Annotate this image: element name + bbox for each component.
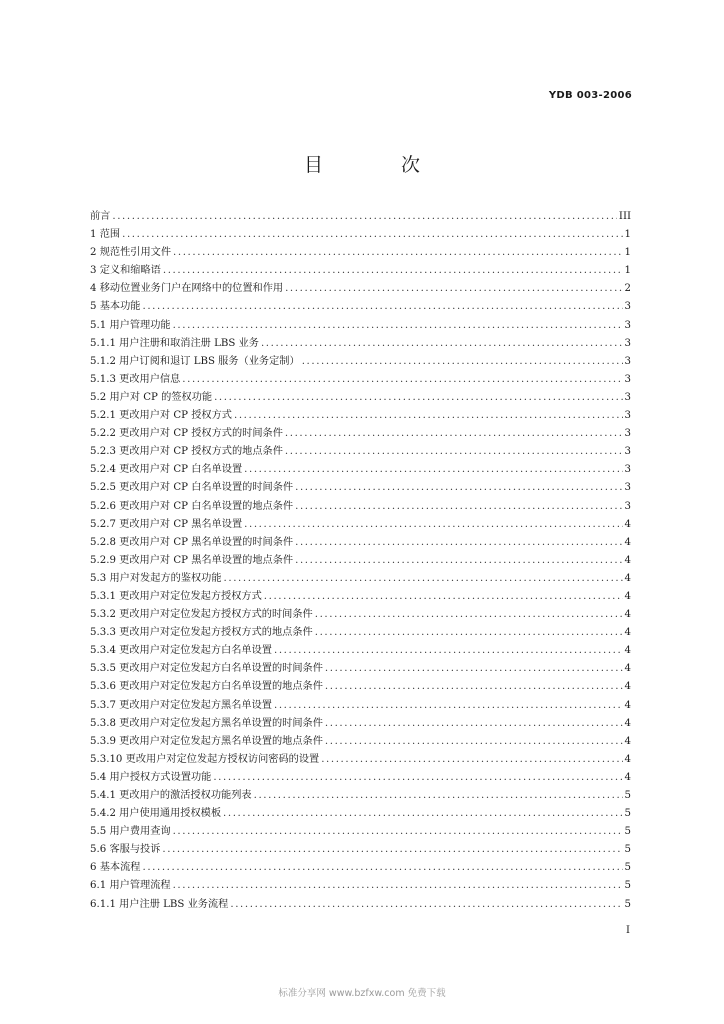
- toc-entry-page: 4: [624, 627, 631, 639]
- toc-entry-label: 1 范围: [90, 229, 121, 241]
- toc-entry-label: 5.4 用户授权方式设置功能: [90, 771, 212, 783]
- table-of-contents: [90, 207, 631, 913]
- toc-entry[interactable]: [90, 623, 631, 641]
- toc-entry-page: 3: [624, 301, 631, 313]
- toc-entry[interactable]: [90, 225, 631, 243]
- toc-entry-label: 5.1.2 用户订阅和退订 LBS 服务（业务定制）: [90, 355, 300, 367]
- toc-entry-page: 1: [624, 247, 631, 259]
- toc-leader-dots: [122, 229, 622, 240]
- toc-entry-page: 4: [624, 753, 631, 765]
- toc-entry-label: 6.1.1 用户注册 LBS 业务流程: [90, 898, 229, 910]
- toc-leader-dots: [321, 754, 622, 765]
- toc-leader-dots: [285, 446, 623, 457]
- toc-entry-label: 4 移动位置业务门户在网络中的位置和作用: [90, 283, 284, 295]
- toc-entry[interactable]: [90, 316, 631, 334]
- toc-entry-page: 4: [624, 609, 631, 621]
- toc-entry-page: 3: [624, 337, 631, 349]
- toc-leader-dots: [244, 464, 622, 475]
- toc-entry-page: 3: [624, 391, 631, 403]
- toc-entry-label: 5.1.1 用户注册和取消注册 LBS 业务: [90, 337, 259, 349]
- toc-entry-page: 3: [624, 373, 631, 385]
- toc-entry-page: III: [618, 211, 631, 222]
- toc-entry[interactable]: [90, 569, 631, 587]
- toc-entry[interactable]: [90, 750, 631, 768]
- toc-entry-label: 前言: [90, 211, 111, 222]
- toc-entry[interactable]: [90, 388, 631, 406]
- toc-entry-label: 5.6 客服与投诉: [90, 844, 161, 856]
- toc-entry-page: 3: [624, 410, 631, 422]
- toc-entry[interactable]: [90, 460, 631, 478]
- toc-entry[interactable]: [90, 677, 631, 695]
- toc-entry-label: 5.4.1 更改用户的激活授权功能列表: [90, 790, 252, 801]
- toc-leader-dots: [214, 392, 622, 403]
- toc-entry-page: 3: [624, 355, 631, 367]
- toc-entry[interactable]: [90, 605, 631, 623]
- toc-entry-label: 2 规范性引用文件: [90, 247, 172, 259]
- toc-entry-label: 5.3.3 更改用户对定位发起方授权方式的地点条件: [90, 627, 313, 639]
- toc-entry-label: 5.3.10 更改用户对定位发起方授权访问密码的设置: [90, 753, 320, 765]
- toc-entry-page: 4: [624, 590, 631, 602]
- toc-entry[interactable]: [90, 297, 631, 315]
- toc-leader-dots: [295, 501, 622, 512]
- toc-entry-label: 5.3.6 更改用户对定位发起方白名单设置的地点条件: [90, 681, 323, 693]
- toc-entry-label: 5.2 用户对 CP 的签权功能: [90, 391, 213, 403]
- toc-entry[interactable]: [90, 714, 631, 732]
- toc-entry[interactable]: [90, 551, 631, 569]
- toc-entry[interactable]: [90, 659, 631, 677]
- toc-entry-page: 3: [624, 500, 631, 512]
- toc-entry-page: 4: [624, 663, 631, 675]
- toc-entry[interactable]: [90, 406, 631, 424]
- toc-entry-label: 5.4.2 用户使用通用授权模板: [90, 808, 222, 820]
- toc-leader-dots: [315, 609, 623, 620]
- toc-leader-dots: [173, 880, 623, 891]
- toc-entry-label: 5.2.1 更改用户对 CP 授权方式: [90, 410, 232, 422]
- toc-entry[interactable]: [90, 207, 631, 225]
- toc-leader-dots: [325, 718, 623, 729]
- toc-entry-page: 2: [624, 283, 631, 295]
- toc-entry-page: 1: [624, 265, 631, 277]
- toc-leader-dots: [142, 862, 622, 873]
- toc-leader-dots: [224, 573, 623, 584]
- toc-leader-dots: [213, 772, 622, 783]
- toc-leader-dots: [230, 899, 622, 910]
- toc-entry-label: 5.3.7 更改用户对定位发起方黑名单设置: [90, 699, 272, 711]
- toc-entry[interactable]: [90, 858, 631, 876]
- toc-entry-label: 5.1.3 更改用户信息: [90, 373, 181, 385]
- toc-entry[interactable]: [90, 895, 631, 913]
- toc-leader-dots: [244, 519, 622, 530]
- toc-leader-dots: [264, 591, 623, 602]
- toc-entry-page: 4: [624, 771, 631, 783]
- toc-entry-label: 5.2.7 更改用户对 CP 黑名单设置: [90, 518, 243, 530]
- toc-leader-dots: [274, 645, 623, 656]
- toc-entry[interactable]: [90, 497, 631, 515]
- toc-entry[interactable]: [90, 786, 631, 804]
- toc-leader-dots: [325, 736, 623, 747]
- toc-leader-dots: [254, 790, 623, 801]
- toc-entry[interactable]: [90, 840, 631, 858]
- toc-entry-page: 4: [624, 699, 631, 711]
- toc-entry[interactable]: [90, 822, 631, 840]
- toc-leader-dots: [182, 374, 622, 385]
- toc-leader-dots: [261, 338, 623, 349]
- toc-entry[interactable]: [90, 804, 631, 822]
- toc-entry[interactable]: [90, 641, 631, 659]
- toc-entry-label: 5.2.5 更改用户对 CP 白名单设置的时间条件: [90, 482, 294, 494]
- toc-entry[interactable]: [90, 261, 631, 279]
- toc-entry[interactable]: [90, 768, 631, 786]
- toc-entry-label: 5.3.8 更改用户对定位发起方黑名单设置的时间条件: [90, 717, 323, 729]
- toc-entry-page: 4: [624, 554, 631, 566]
- toc-entry-label: 5.2.4 更改用户对 CP 白名单设置: [90, 464, 243, 476]
- footer-watermark: 标准分享网 www.bzfxw.com 免费下载: [278, 988, 446, 999]
- toc-leader-dots: [295, 482, 622, 493]
- toc-leader-dots: [234, 410, 623, 421]
- toc-leader-dots: [285, 283, 622, 294]
- toc-entry-label: 5.3.2 更改用户对定位发起方授权方式的时间条件: [90, 609, 313, 621]
- toc-entry[interactable]: [90, 424, 631, 442]
- toc-entry[interactable]: [90, 732, 631, 750]
- toc-entry-label: 5.2.2 更改用户对 CP 授权方式的时间条件: [90, 428, 283, 440]
- toc-entry-page: 5: [624, 898, 631, 910]
- toc-entry[interactable]: [90, 587, 631, 605]
- toc-entry-page: 3: [624, 446, 631, 458]
- toc-entry[interactable]: [90, 352, 631, 370]
- toc-entry[interactable]: [90, 478, 631, 496]
- toc-leader-dots: [302, 356, 623, 367]
- toc-entry-page: 5: [624, 844, 631, 856]
- toc-leader-dots: [325, 681, 623, 692]
- toc-entry-label: 5.3.5 更改用户对定位发起方白名单设置的时间条件: [90, 663, 323, 675]
- toc-entry-page: 4: [624, 681, 631, 693]
- toc-leader-dots: [285, 428, 623, 439]
- toc-leader-dots: [295, 555, 622, 566]
- toc-leader-dots: [325, 663, 623, 674]
- toc-entry[interactable]: [90, 442, 631, 460]
- toc-entry[interactable]: [90, 876, 631, 894]
- toc-leader-dots: [295, 537, 622, 548]
- toc-entry-page: 1: [624, 229, 631, 241]
- toc-entry-label: 5.5 用户费用查询: [90, 826, 171, 838]
- toc-entry-label: 5.2.9 更改用户对 CP 黑名单设置的地点条件: [90, 554, 294, 566]
- toc-entry-page: 4: [624, 572, 631, 584]
- toc-entry-label: 3 定义和缩略语: [90, 265, 161, 277]
- toc-entry-label: 5.2.3 更改用户对 CP 授权方式的地点条件: [90, 446, 283, 458]
- toc-leader-dots: [112, 211, 617, 222]
- toc-entry-label: 6 基本流程: [90, 862, 141, 874]
- toc-entry-label: 5.2.6 更改用户对 CP 白名单设置的地点条件: [90, 500, 294, 512]
- toc-entry-page: 3: [624, 482, 631, 494]
- toc-entry[interactable]: [90, 370, 631, 388]
- toc-entry-page: 5: [624, 862, 631, 874]
- toc-entry-label: 5.3.4 更改用户对定位发起方白名单设置: [90, 645, 272, 657]
- toc-entry[interactable]: [90, 533, 631, 551]
- toc-entry-page: 3: [624, 464, 631, 476]
- toc-entry-label: 5.2.8 更改用户对 CP 黑名单设置的时间条件: [90, 536, 294, 548]
- document-code: YDB 003-2006: [548, 90, 632, 101]
- toc-entry-page: 5: [624, 880, 631, 892]
- toc-leader-dots: [162, 844, 622, 855]
- toc-entry-page: 3: [624, 319, 631, 331]
- toc-entry-page: 4: [624, 735, 631, 747]
- toc-entry-label: 5.3.9 更改用户对定位发起方黑名单设置的地点条件: [90, 735, 323, 747]
- toc-leader-dots: [142, 301, 622, 312]
- toc-entry-page: 3: [624, 428, 631, 440]
- toc-entry[interactable]: [90, 243, 631, 261]
- toc-entry[interactable]: [90, 334, 631, 352]
- toc-leader-dots: [173, 320, 623, 331]
- toc-entry-page: 5: [624, 790, 631, 801]
- toc-entry-label: 5.1 用户管理功能: [90, 319, 171, 331]
- toc-entry[interactable]: [90, 515, 631, 533]
- toc-leader-dots: [173, 247, 622, 258]
- toc-leader-dots: [223, 808, 622, 819]
- toc-leader-dots: [163, 265, 623, 276]
- toc-entry-page: 5: [624, 808, 631, 820]
- toc-entry[interactable]: [90, 696, 631, 714]
- toc-entry-label: 5.3 用户对发起方的鉴权功能: [90, 572, 222, 584]
- toc-entry[interactable]: [90, 279, 631, 297]
- toc-entry-page: 4: [624, 717, 631, 729]
- toc-entry-label: 6.1 用户管理流程: [90, 880, 171, 892]
- toc-entry-page: 5: [624, 826, 631, 838]
- toc-leader-dots: [173, 826, 623, 837]
- toc-entry-page: 4: [624, 536, 631, 548]
- toc-leader-dots: [274, 700, 623, 711]
- toc-leader-dots: [315, 627, 623, 638]
- toc-entry-page: 4: [624, 645, 631, 657]
- toc-entry-label: 5 基本功能: [90, 301, 141, 313]
- toc-entry-page: 4: [624, 518, 631, 530]
- toc-entry-label: 5.3.1 更改用户对定位发起方授权方式: [90, 590, 262, 602]
- page-title: 目 次: [303, 154, 457, 176]
- page-number: I: [626, 925, 630, 936]
